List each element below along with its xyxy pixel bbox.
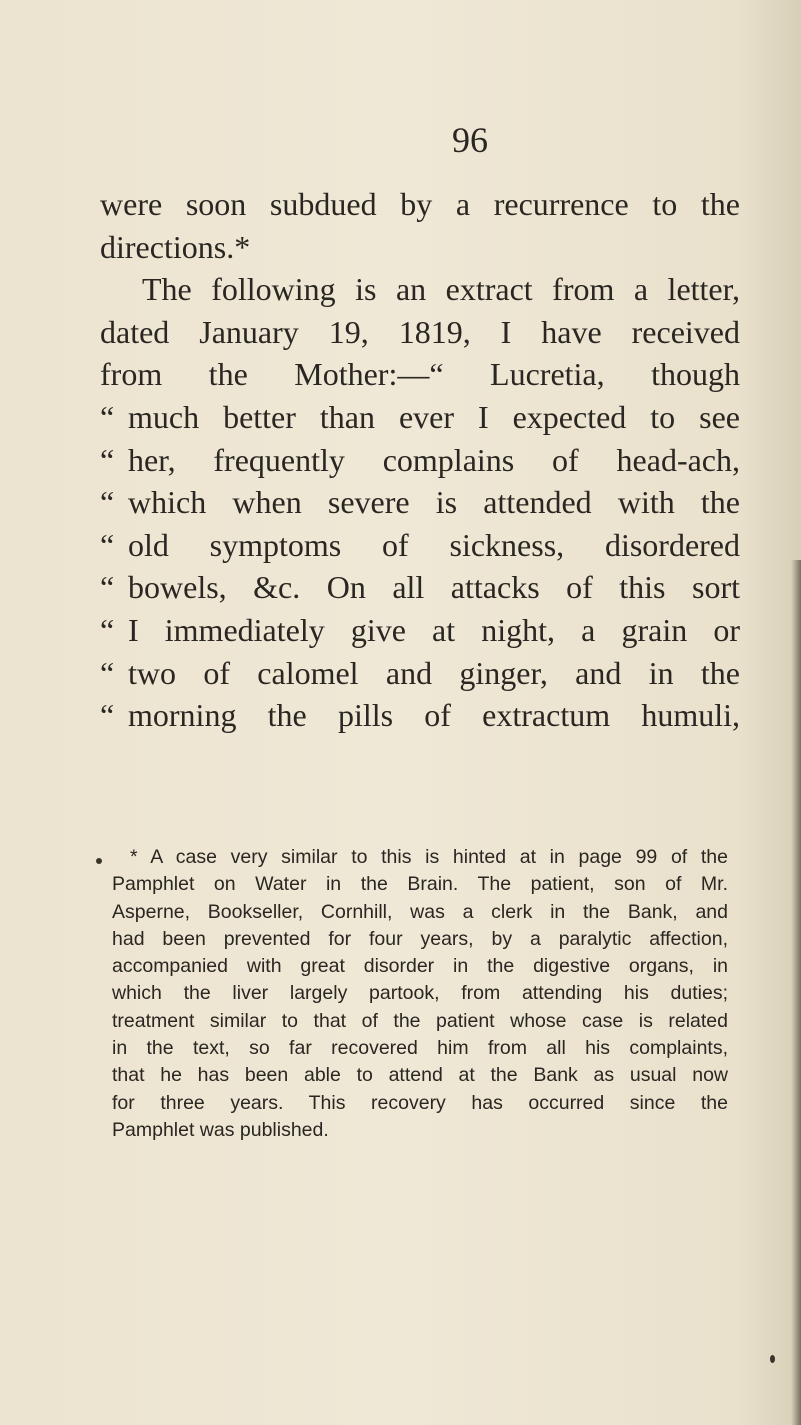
body-line-7-text: her, frequently complains of head-ach, [128,441,740,478]
quote-mark: “ [100,526,115,563]
ink-speck [96,858,102,864]
body-line-2: directions.* [100,228,251,265]
body-line-7 [100,439,740,482]
footnote [112,844,728,1144]
footnote-line-3: Asperne, Bookseller, Cornhill, was a clerk in the Bank, and [112,900,728,923]
quote-mark: “ [100,441,115,478]
body-line-12-text: two of calomel and ginger, and in the [128,654,740,691]
body-line-12 [100,652,740,695]
footnote-line-2: Pamphlet on Water in the Brain. The patient, son of Mr. [112,873,728,896]
body-line-9-text: old symptoms of sickness, disordered [128,526,740,563]
footnote-line-7: treatment similar to that of the patient whose case is related [112,1009,728,1032]
body-line-9 [100,524,740,567]
quote-mark: “ [100,611,115,648]
body-line-1: were soon subdued by a recurrence to the [100,186,740,222]
body-line-10-text: bowels, &c. On all attacks of this sort [128,569,740,606]
quote-mark: “ [100,398,115,435]
footnote-line-8: in the text, so far recovered him from all his complaints, [112,1037,728,1060]
footnote-line-4: had been prevented for four years, by a paralytic affection, [112,927,728,950]
body-line-5: from the Mother:—“ Lucretia, though [100,356,740,393]
body-line-8 [100,481,740,524]
page-number: 96 [452,120,488,160]
body-line-4: dated January 19, 1819, I have received [100,313,740,350]
quote-mark: “ [100,484,115,521]
body-line-11-text: I immediately give at night, a grain or [128,611,740,648]
body-line-13 [100,694,740,737]
body-line-8-text: which when severe is attended with the [128,484,740,521]
quote-mark: “ [100,697,115,734]
body-line-6-text: much better than ever I expected to see [128,398,740,435]
body-text [100,183,740,737]
quote-mark: “ [100,654,115,691]
quote-mark: “ [100,569,115,606]
body-line-11 [100,609,740,652]
footnote-line-1: * A case very similar to this is hinted at in page 99 of the [130,846,728,868]
footnote-line-10: for three years. This recovery has occurred since the [112,1091,728,1114]
body-line-13-text: morning the pills of extractum humuli, [128,697,740,734]
body-line-3: The following is an extract from a letter, [142,271,740,308]
footnote-line-6: which the liver largely partook, from attending his duties; [112,982,728,1005]
page-edge-shadow [791,560,801,1425]
footnote-line-11: Pamphlet was published. [112,1118,329,1141]
ink-speck [770,1355,775,1363]
body-line-10 [100,566,740,609]
body-line-6 [100,396,740,439]
footnote-line-9: that he has been able to attend at the Bank as usual now [112,1064,728,1087]
footnote-line-5: accompanied with great disorder in the digestive organs, in [112,955,728,978]
